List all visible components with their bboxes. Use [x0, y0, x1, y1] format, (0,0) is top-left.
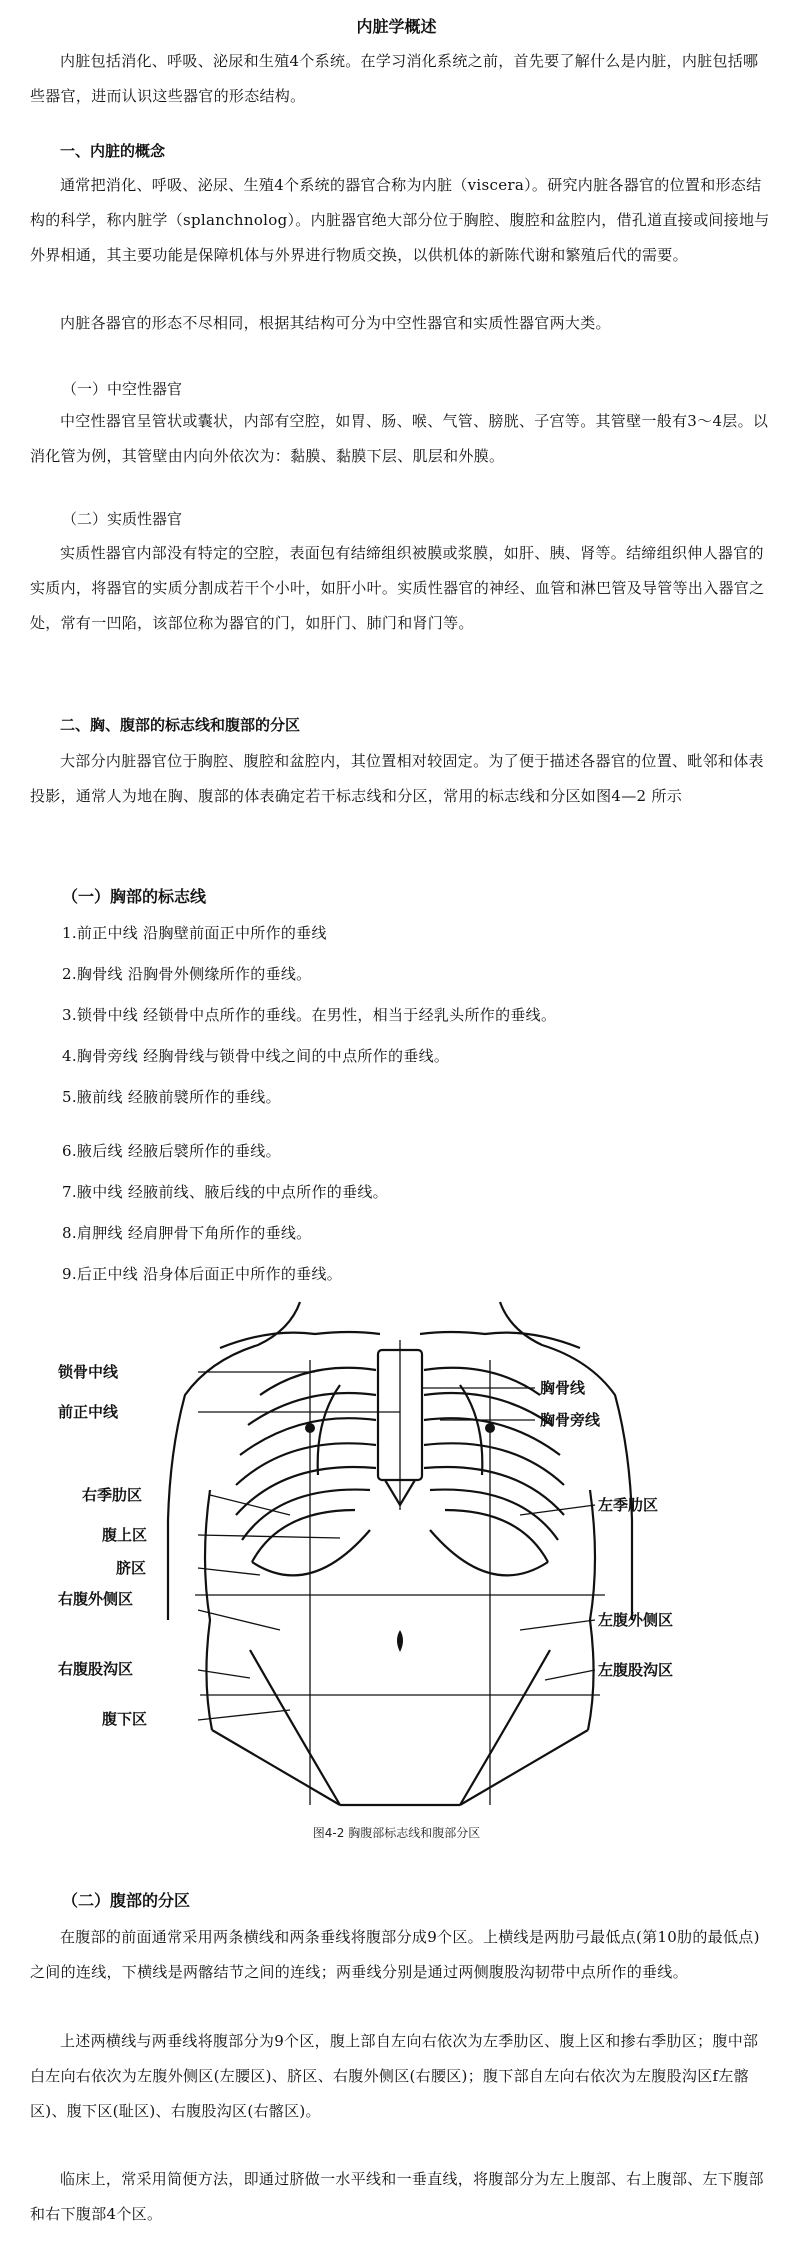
hollow-organ-heading: （一）中空性器官 [62, 380, 183, 398]
label-umbilical: 脐区 [116, 1559, 147, 1577]
chest-line-item: 9.后正中线 沿身体后面正中所作的垂线。 [62, 1265, 343, 1283]
chest-line-item: 4.胸骨旁线 经胸骨线与锁骨中线之间的中点所作的垂线。 [62, 1047, 450, 1065]
hollow-organ-paragraph: 中空性器官呈管状或囊状，内部有空腔，如胃、肠、喉、气管、膀胱、子宫等。其管壁一般有3～4层。以消化管为例，其管壁由内向外依次为：黏膜、黏膜下层、肌层和外膜。 [30, 412, 769, 465]
section2-heading: 二、胸、腹部的标志线和腹部的分区 [60, 716, 301, 734]
label-hypogastric: 腹下区 [102, 1710, 148, 1728]
chest-line-item: 2.胸骨线 沿胸骨外侧缘所作的垂线。 [62, 965, 312, 983]
solid-organ-paragraph: 实质性器官内部没有特定的空腔，表面包有结缔组织被膜或浆膜，如肝、胰、肾等。结缔组织伸人器官的实质内，将器官的实质分割成若干个小叶，如肝小叶。实质性器官的神经、血管和淋巴管及导管等出入器官之处，常有一凹陷，该部位称为器官的门，如肝门、肺门和肾门等。 [30, 544, 765, 632]
intro-paragraph: 内脏包括消化、呼吸、泌尿和生殖4个系统。在学习消化系统之前，首先要了解什么是内脏，内脏包括哪些器官，进而认识这些器官的形态结构。 [30, 52, 759, 105]
torso-diagram [58, 1300, 674, 1820]
section2-paragraph: 大部分内脏器官位于胸腔、腹腔和盆腔内，其位置相对较固定。为了便于描述各器官的位置、毗邻和体表投影，通常人为地在胸、腹部的体表确定若干标志线和分区，常用的标志线和分区如图4—2 所示 [30, 752, 764, 805]
chest-line-item: 5.腋前线 经腋前襞所作的垂线。 [62, 1088, 281, 1106]
chest-lines-heading: （一）胸部的标志线 [62, 887, 207, 906]
section1-heading: 一、内脏的概念 [60, 142, 166, 160]
label-epigastric: 腹上区 [102, 1526, 148, 1544]
label-left-hypochondriac: 左季肋区 [598, 1496, 659, 1514]
solid-organ-heading: （二）实质性器官 [62, 510, 183, 528]
label-right-hypochondriac: 右季肋区 [82, 1486, 143, 1504]
chest-line-item: 1.前正中线 沿胸壁前面正中所作的垂线 [62, 924, 327, 942]
section1-paragraph-1: 通常把消化、呼吸、泌尿、生殖4个系统的器官合称为内脏（viscera）。研究内脏各器官的位置和形态结构的科学，称内脏学（splanchnolog）。内脏器官绝大部分位于胸腔、腹腔和盆腔内，借孔道直接或间接地与外界相通，其主要功能是保障机体与外界进行物质交换，以供机体的新陈代谢和繁殖后代的需要。 [30, 176, 770, 264]
label-right-inguinal: 右腹股沟区 [58, 1660, 134, 1678]
label-left-lumbar: 左腹外侧区 [598, 1611, 674, 1629]
abdomen-regions-heading: （二）腹部的分区 [62, 1891, 191, 1910]
section1-paragraph-2: 内脏各器官的形态不尽相同，根据其结构可分为中空性器官和实质性器官两大类。 [60, 314, 611, 332]
chest-line-item: 6.腋后线 经腋后襞所作的垂线。 [62, 1142, 281, 1160]
label-midclavicular-line: 锁骨中线 [58, 1363, 119, 1381]
label-left-inguinal: 左腹股沟区 [598, 1661, 674, 1679]
label-parasternal-line: 胸骨旁线 [540, 1411, 601, 1429]
abdomen-paragraph-2: 上述两横线与两垂线将腹部分为9个区，腹上部自左向右依次为左季肋区、腹上区和掺右季肋区；腹中部白左向右依次为左腹外侧区(左腰区)、脐区、右腹外侧区(右腰区)；腹下部自左向右依次为左腹股沟区f左髂区)、腹下区(耻区)、右腹股沟区(右髂区)。 [30, 2032, 759, 2120]
chest-line-item: 3.锁骨中线 经锁骨中点所作的垂线。在男性，相当于经乳头所作的垂线。 [62, 1006, 557, 1024]
chest-line-item: 7.腋中线 经腋前线、腋后线的中点所作的垂线。 [62, 1183, 388, 1201]
figure-caption: 图4-2 胸腹部标志线和腹部分区 [312, 1826, 481, 1840]
abdomen-paragraph-1: 在腹部的前面通常采用两条横线和两条垂线将腹部分成9个区。上横线是两肋弓最低点(第10肋的最低点)之间的连线，下横线是两髂结节之间的连线；两垂线分别是通过两侧腹股沟韧带中点所作的垂线。 [30, 1928, 760, 1981]
label-sternal-line: 胸骨线 [540, 1379, 586, 1397]
label-right-lumbar: 右腹外侧区 [58, 1590, 134, 1608]
abdomen-paragraph-3: 临床上，常采用简便方法，即通过脐做一水平线和一垂直线，将腹部分为左上腹部、右上腹部、左下腹部和右下腹部4个区。 [30, 2170, 764, 2223]
label-anterior-median-line: 前正中线 [58, 1403, 119, 1421]
chest-line-item: 8.肩胛线 经肩胛骨下角所作的垂线。 [62, 1224, 312, 1242]
page-title: 内脏学概述 [356, 17, 437, 36]
